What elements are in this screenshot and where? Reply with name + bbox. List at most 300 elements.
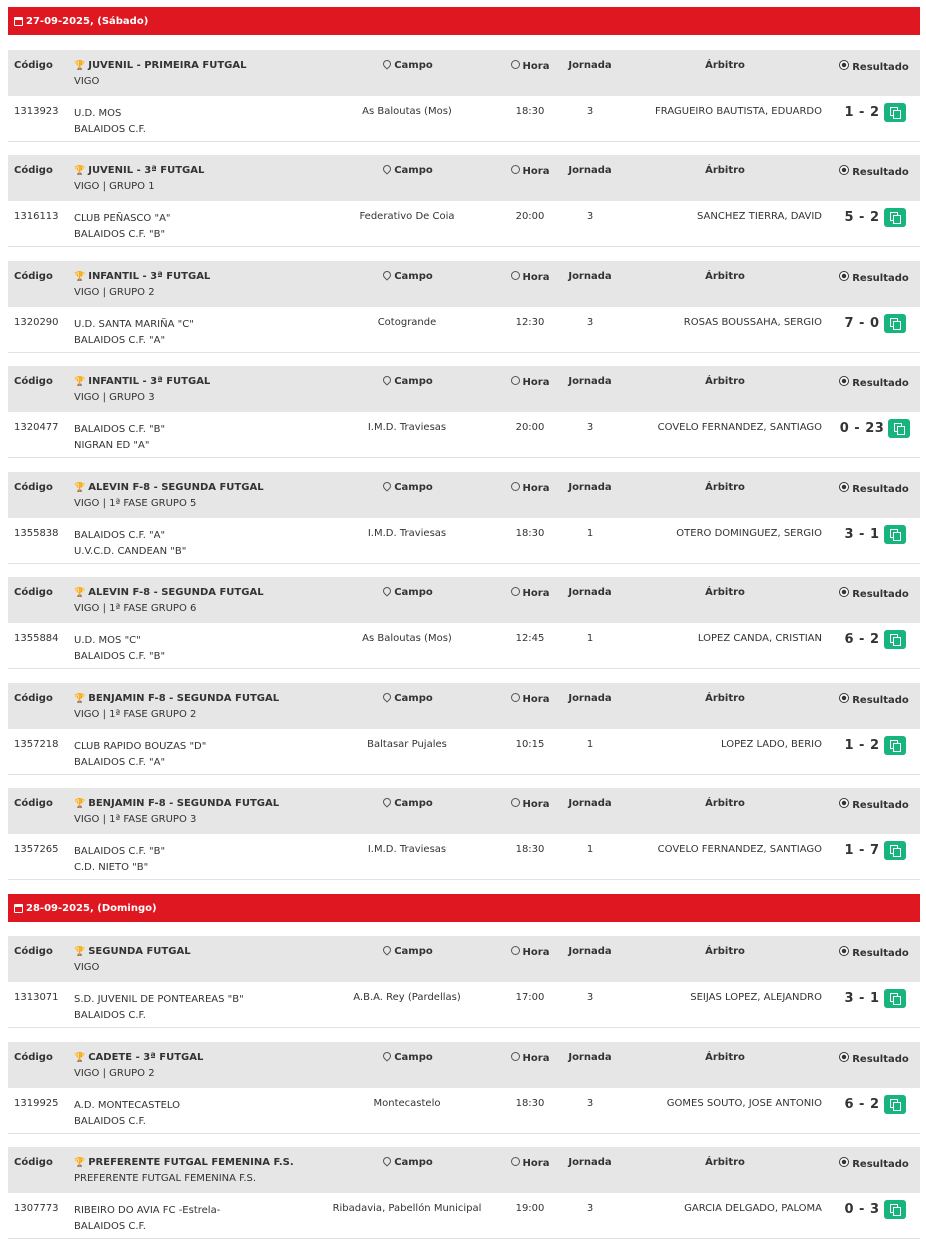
match-header-row: [8, 936, 920, 982]
header-arbitro: Árbitro: [705, 1052, 745, 1063]
match-code: 1357218: [14, 739, 59, 750]
match-data-row: [8, 982, 920, 1028]
header-hora-label: Hora: [522, 588, 550, 599]
home-team[interactable]: RIBEIRO DO AVIA FC -Estrela-: [74, 1205, 221, 1216]
competition-title[interactable]: [74, 798, 279, 809]
header-hora-label: Hora: [522, 61, 550, 72]
venue[interactable]: As Baloutas (Mos): [362, 106, 452, 117]
competition: [74, 271, 210, 298]
header-resultado-label: Resultado: [852, 1159, 909, 1170]
matchday: 1: [586, 528, 594, 539]
venue[interactable]: Cotogrande: [377, 317, 437, 328]
match-block: [8, 577, 920, 669]
match-block: [8, 261, 920, 353]
match-data-row: [8, 1193, 920, 1239]
match-header-row: [8, 261, 920, 307]
result: [828, 1200, 922, 1219]
away-team[interactable]: NIGRAN ED "A": [74, 440, 150, 451]
day-label: 27-09-2025, (Sábado): [26, 15, 149, 27]
match-header-row: [8, 155, 920, 201]
header-hora: [490, 60, 570, 72]
copy-result-button[interactable]: [884, 630, 906, 649]
header-resultado: [834, 271, 914, 284]
competition-title[interactable]: [74, 1157, 294, 1168]
competition-title[interactable]: [74, 376, 210, 387]
competition-title[interactable]: [74, 60, 246, 71]
score: 5 - 2: [844, 210, 880, 225]
header-arbitro: Árbitro: [705, 946, 745, 957]
referee: OTERO DOMINGUEZ, SERGIO: [676, 528, 822, 539]
header-hora: [490, 1052, 570, 1064]
match-time: 17:00: [515, 992, 545, 1003]
match-block: [8, 1042, 920, 1134]
competition-title[interactable]: [74, 587, 264, 598]
teams: [74, 1098, 180, 1130]
header-jornada: Jornada: [568, 1157, 612, 1168]
score: 6 - 2: [844, 1097, 880, 1112]
soccer-ball-icon: [839, 1052, 849, 1062]
soccer-ball-icon: [839, 482, 849, 492]
trophy-icon: 🏆: [74, 165, 86, 176]
competition-name: BENJAMIN F-8 - SEGUNDA FUTGAL: [88, 693, 280, 704]
match-data-row: [8, 729, 920, 775]
result: [828, 314, 922, 333]
copy-result-button[interactable]: [884, 736, 906, 755]
competition-title[interactable]: [74, 1052, 203, 1063]
referee: SEIJAS LOPEZ, ALEJANDRO: [690, 992, 822, 1003]
referee: ROSAS BOUSSAHA, SERGIO: [683, 317, 822, 328]
header-resultado-label: Resultado: [852, 1054, 909, 1065]
header-campo-label: Campo: [394, 271, 433, 282]
home-team[interactable]: CLUB RAPIDO BOUZAS "D": [74, 741, 207, 752]
match-data-row: [8, 1088, 920, 1134]
score: 7 - 0: [844, 316, 880, 331]
map-pin-icon: [382, 1155, 393, 1166]
header-campo-label: Campo: [394, 1157, 433, 1168]
result: [828, 525, 922, 544]
home-team[interactable]: BALAIDOS C.F. "B": [74, 424, 166, 435]
competition-name: PREFERENTE FUTGAL FEMENINA F.S.: [88, 1157, 294, 1168]
score: 1 - 2: [844, 105, 880, 120]
competition: [74, 376, 210, 403]
header-campo: [338, 60, 478, 71]
home-team[interactable]: A.D. MONTECASTELO: [74, 1100, 180, 1111]
clock-icon: [511, 587, 520, 596]
venue[interactable]: I.M.D. Traviesas: [367, 528, 447, 539]
header-campo-label: Campo: [394, 165, 433, 176]
match-header-row: [8, 50, 920, 96]
match-data-row: [8, 834, 920, 880]
trophy-icon: 🏆: [74, 1052, 86, 1063]
result: [828, 736, 922, 755]
teams: [74, 528, 186, 560]
competition-title[interactable]: [74, 693, 279, 704]
teams: [74, 317, 194, 349]
competition: [74, 165, 204, 192]
away-team[interactable]: BALAIDOS C.F.: [74, 1116, 146, 1127]
header-codigo: Código: [14, 376, 53, 387]
competition-group: VIGO | 1ª FASE GRUPO 6: [74, 603, 197, 614]
competition-group: VIGO | 1ª FASE GRUPO 5: [74, 498, 197, 509]
map-pin-icon: [382, 58, 393, 69]
header-hora: [490, 376, 570, 388]
score: 1 - 2: [844, 738, 880, 753]
header-jornada: Jornada: [568, 946, 612, 957]
matchday: 3: [586, 317, 594, 328]
header-campo: [338, 376, 478, 387]
score: 1 - 7: [844, 843, 880, 858]
header-campo-label: Campo: [394, 798, 433, 809]
teams: [74, 633, 165, 665]
competition-name: JUVENIL - PRIMEIRA FUTGAL: [88, 60, 247, 71]
header-codigo: Código: [14, 1157, 53, 1168]
competition-group: VIGO | GRUPO 3: [74, 392, 155, 403]
competition-group: VIGO | GRUPO 2: [74, 287, 155, 298]
header-campo: [338, 165, 478, 176]
match-header-row: [8, 683, 920, 729]
header-hora: [490, 1157, 570, 1169]
home-team[interactable]: CLUB PEÑASCO "A": [74, 213, 171, 224]
result: [828, 989, 922, 1008]
clock-icon: [511, 376, 520, 385]
header-campo-label: Campo: [394, 946, 433, 957]
venue[interactable]: A.B.A. Rey (Pardellas): [353, 992, 461, 1003]
home-team[interactable]: BALAIDOS C.F. "B": [74, 846, 166, 857]
header-resultado: [834, 946, 914, 959]
header-resultado: [834, 587, 914, 600]
competition: [74, 693, 279, 720]
competition-title[interactable]: [74, 946, 191, 957]
copy-result-button[interactable]: [884, 989, 906, 1008]
clock-icon: [511, 482, 520, 491]
match-data-row: [8, 623, 920, 669]
trophy-icon: 🏆: [74, 693, 86, 704]
match-header-row: [8, 366, 920, 412]
venue[interactable]: Ribadavia, Pabellón Municipal: [332, 1203, 482, 1214]
match-code: 1316113: [14, 211, 59, 222]
header-campo-label: Campo: [394, 1052, 433, 1063]
header-jornada: Jornada: [568, 165, 612, 176]
map-pin-icon: [382, 480, 393, 491]
competition-name: SEGUNDA FUTGAL: [88, 946, 191, 957]
soccer-ball-icon: [839, 271, 849, 281]
soccer-ball-icon: [839, 587, 849, 597]
result: [828, 208, 922, 227]
header-hora-label: Hora: [522, 694, 550, 705]
header-resultado-label: Resultado: [852, 800, 909, 811]
competition: [74, 798, 279, 825]
competition-name: CADETE - 3ª FUTGAL: [88, 1052, 204, 1063]
venue[interactable]: Montecastelo: [373, 1098, 441, 1109]
trophy-icon: 🏆: [74, 587, 86, 598]
referee: FRAGUEIRO BAUTISTA, EDUARDO: [655, 106, 822, 117]
copy-result-button[interactable]: [884, 103, 906, 122]
competition-name: INFANTIL - 3ª FUTGAL: [88, 376, 211, 387]
header-codigo: Código: [14, 798, 53, 809]
competition-group: VIGO: [74, 962, 100, 973]
match-data-row: [8, 518, 920, 564]
competition-group: VIGO | GRUPO 2: [74, 1068, 155, 1079]
teams: [74, 992, 244, 1024]
header-resultado: [834, 693, 914, 706]
header-arbitro: Árbitro: [705, 376, 745, 387]
match-code: 1320290: [14, 317, 59, 328]
header-jornada: Jornada: [568, 271, 612, 282]
header-resultado: [834, 1157, 914, 1170]
competition-group: VIGO | 1ª FASE GRUPO 2: [74, 709, 197, 720]
header-campo-label: Campo: [394, 693, 433, 704]
header-codigo: Código: [14, 1052, 53, 1063]
header-jornada: Jornada: [568, 482, 612, 493]
header-hora: [490, 587, 570, 599]
clock-icon: [511, 946, 520, 955]
match-time: 18:30: [515, 528, 545, 539]
header-campo-label: Campo: [394, 587, 433, 598]
map-pin-icon: [382, 374, 393, 385]
away-team[interactable]: C.D. NIETO "B": [74, 862, 149, 873]
header-hora-label: Hora: [522, 377, 550, 388]
home-team[interactable]: S.D. JUVENIL DE PONTEAREAS "B": [74, 994, 244, 1005]
header-arbitro: Árbitro: [705, 60, 745, 71]
match-block: [8, 936, 920, 1028]
match-code: 1355884: [14, 633, 59, 644]
clock-icon: [511, 1052, 520, 1061]
header-resultado: [834, 482, 914, 495]
match-block: [8, 1147, 920, 1239]
score: 3 - 1: [844, 991, 880, 1006]
day-label: 28-09-2025, (Domingo): [26, 902, 157, 914]
teams: [74, 106, 146, 138]
competition-name: ALEVIN F-8 - SEGUNDA FUTGAL: [88, 587, 264, 598]
header-arbitro: Árbitro: [705, 587, 745, 598]
header-resultado: [834, 165, 914, 178]
header-campo-label: Campo: [394, 60, 433, 71]
score: 3 - 1: [844, 527, 880, 542]
match-code: 1313071: [14, 992, 59, 1003]
header-arbitro: Árbitro: [705, 165, 745, 176]
header-campo: [338, 1052, 478, 1063]
away-team[interactable]: BALAIDOS C.F. "A": [74, 335, 166, 346]
result: [828, 841, 922, 860]
teams: [74, 739, 206, 771]
header-hora: [490, 946, 570, 958]
soccer-ball-icon: [839, 946, 849, 956]
match-header-row: [8, 788, 920, 834]
competition-name: BENJAMIN F-8 - SEGUNDA FUTGAL: [88, 798, 280, 809]
header-campo: [338, 482, 478, 493]
match-time: 20:00: [515, 422, 545, 433]
match-data-row: [8, 96, 920, 142]
map-pin-icon: [382, 585, 393, 596]
trophy-icon: 🏆: [74, 798, 86, 809]
match-time: 12:30: [515, 317, 545, 328]
match-code: 1357265: [14, 844, 59, 855]
competition-title[interactable]: [74, 165, 204, 176]
away-team[interactable]: BALAIDOS C.F.: [74, 124, 146, 135]
teams: [74, 211, 171, 243]
header-resultado: [834, 798, 914, 811]
match-block: [8, 155, 920, 247]
header-hora-label: Hora: [522, 166, 550, 177]
referee: GARCIA DELGADO, PALOMA: [684, 1203, 822, 1214]
match-data-row: [8, 307, 920, 353]
soccer-ball-icon: [839, 376, 849, 386]
header-resultado: [834, 376, 914, 389]
matchday: 1: [586, 633, 594, 644]
venue[interactable]: I.M.D. Traviesas: [367, 422, 447, 433]
header-resultado: [834, 60, 914, 73]
away-team[interactable]: BALAIDOS C.F. "A": [74, 757, 166, 768]
match-code: 1320477: [14, 422, 59, 433]
matchday: 3: [586, 1203, 594, 1214]
trophy-icon: 🏆: [74, 60, 86, 71]
venue[interactable]: As Baloutas (Mos): [362, 633, 452, 644]
result: [828, 630, 922, 649]
competition-title[interactable]: [74, 271, 210, 282]
home-team[interactable]: U.D. MOS: [74, 108, 122, 119]
map-pin-icon: [382, 691, 393, 702]
competition: [74, 482, 264, 509]
map-pin-icon: [382, 944, 393, 955]
header-resultado-label: Resultado: [852, 378, 909, 389]
match-header-row: [8, 577, 920, 623]
match-code: 1355838: [14, 528, 59, 539]
header-arbitro: Árbitro: [705, 693, 745, 704]
match-header-row: [8, 1042, 920, 1088]
trophy-icon: 🏆: [74, 946, 86, 957]
map-pin-icon: [382, 163, 393, 174]
copy-result-button[interactable]: [884, 841, 906, 860]
clock-icon: [511, 693, 520, 702]
competition-name: ALEVIN F-8 - SEGUNDA FUTGAL: [88, 482, 264, 493]
clock-icon: [511, 60, 520, 69]
venue[interactable]: Baltasar Pujales: [367, 739, 447, 750]
copy-result-button[interactable]: [884, 525, 906, 544]
match-block: [8, 683, 920, 775]
away-team[interactable]: U.V.C.D. CANDEAN "B": [74, 546, 187, 557]
referee: COVELO FERNANDEZ, SANTIAGO: [657, 422, 822, 433]
soccer-ball-icon: [839, 693, 849, 703]
match-time: 18:30: [515, 844, 545, 855]
header-resultado-label: Resultado: [852, 589, 909, 600]
header-arbitro: Árbitro: [705, 271, 745, 282]
header-campo-label: Campo: [394, 482, 433, 493]
header-campo-label: Campo: [394, 376, 433, 387]
header-resultado-label: Resultado: [852, 62, 909, 73]
header-arbitro: Árbitro: [705, 482, 745, 493]
away-team[interactable]: BALAIDOS C.F. "B": [74, 651, 166, 662]
header-arbitro: Árbitro: [705, 1157, 745, 1168]
matchday: 3: [586, 211, 594, 222]
competition-title[interactable]: [74, 482, 264, 493]
header-arbitro: Árbitro: [705, 798, 745, 809]
clock-icon: [511, 798, 520, 807]
referee: COVELO FERNANDEZ, SANTIAGO: [657, 844, 822, 855]
trophy-icon: 🏆: [74, 271, 86, 282]
clock-icon: [511, 165, 520, 174]
teams: [74, 422, 165, 454]
referee: LOPEZ LADO, BERIO: [721, 739, 822, 750]
match-code: 1307773: [14, 1203, 59, 1214]
teams: [74, 844, 165, 876]
match-block: [8, 472, 920, 564]
header-campo: [338, 946, 478, 957]
header-campo: [338, 1157, 478, 1168]
copy-result-button[interactable]: [884, 208, 906, 227]
venue[interactable]: I.M.D. Traviesas: [367, 844, 447, 855]
competition-name: JUVENIL - 3ª FUTGAL: [88, 165, 205, 176]
competition: [74, 1052, 203, 1079]
header-resultado-label: Resultado: [852, 948, 909, 959]
day-header: [8, 7, 920, 35]
matchday: 1: [586, 844, 594, 855]
home-team[interactable]: U.D. SANTA MARIÑA "C": [74, 319, 194, 330]
header-codigo: Código: [14, 693, 53, 704]
score: 0 - 23: [839, 421, 885, 436]
header-jornada: Jornada: [568, 798, 612, 809]
away-team[interactable]: BALAIDOS C.F. "B": [74, 229, 166, 240]
competition: [74, 946, 191, 973]
matchday: 3: [586, 422, 594, 433]
header-hora-label: Hora: [522, 272, 550, 283]
copy-result-button[interactable]: [884, 1200, 906, 1219]
home-team[interactable]: BALAIDOS C.F. "A": [74, 530, 166, 541]
teams: [74, 1203, 220, 1235]
copy-result-button[interactable]: [888, 419, 910, 438]
competition-group: VIGO | 1ª FASE GRUPO 3: [74, 814, 197, 825]
trophy-icon: 🏆: [74, 482, 86, 493]
referee: SANCHEZ TIERRA, DAVID: [697, 211, 822, 222]
competition: [74, 60, 246, 87]
trophy-icon: 🏆: [74, 1157, 86, 1168]
home-team[interactable]: U.D. MOS "C": [74, 635, 141, 646]
clock-icon: [511, 1157, 520, 1166]
copy-result-button[interactable]: [884, 1095, 906, 1114]
header-jornada: Jornada: [568, 693, 612, 704]
match-data-row: [8, 412, 920, 458]
calendar-icon: [14, 904, 23, 913]
away-team[interactable]: BALAIDOS C.F.: [74, 1010, 146, 1021]
header-hora-label: Hora: [522, 799, 550, 810]
header-hora: [490, 798, 570, 810]
result: [828, 103, 922, 122]
result: [828, 1095, 922, 1114]
venue[interactable]: Federativo De Coia: [359, 211, 455, 222]
match-time: 18:30: [515, 1098, 545, 1109]
match-data-row: [8, 201, 920, 247]
competition: [74, 1157, 294, 1184]
away-team[interactable]: BALAIDOS C.F.: [74, 1221, 146, 1232]
header-jornada: Jornada: [568, 376, 612, 387]
match-header-row: [8, 472, 920, 518]
match-time: 18:30: [515, 106, 545, 117]
header-resultado-label: Resultado: [852, 167, 909, 178]
match-header-row: [8, 1147, 920, 1193]
referee: LOPEZ CANDA, CRISTIAN: [697, 633, 822, 644]
trophy-icon: 🏆: [74, 376, 86, 387]
header-codigo: Código: [14, 165, 53, 176]
header-hora: [490, 165, 570, 177]
clock-icon: [511, 271, 520, 280]
match-time: 19:00: [515, 1203, 545, 1214]
referee: GOMES SOUTO, JOSE ANTONIO: [666, 1098, 822, 1109]
match-block: [8, 788, 920, 880]
competition-name: INFANTIL - 3ª FUTGAL: [88, 271, 211, 282]
copy-result-button[interactable]: [884, 314, 906, 333]
header-codigo: Código: [14, 271, 53, 282]
header-codigo: Código: [14, 946, 53, 957]
header-campo: [338, 798, 478, 809]
